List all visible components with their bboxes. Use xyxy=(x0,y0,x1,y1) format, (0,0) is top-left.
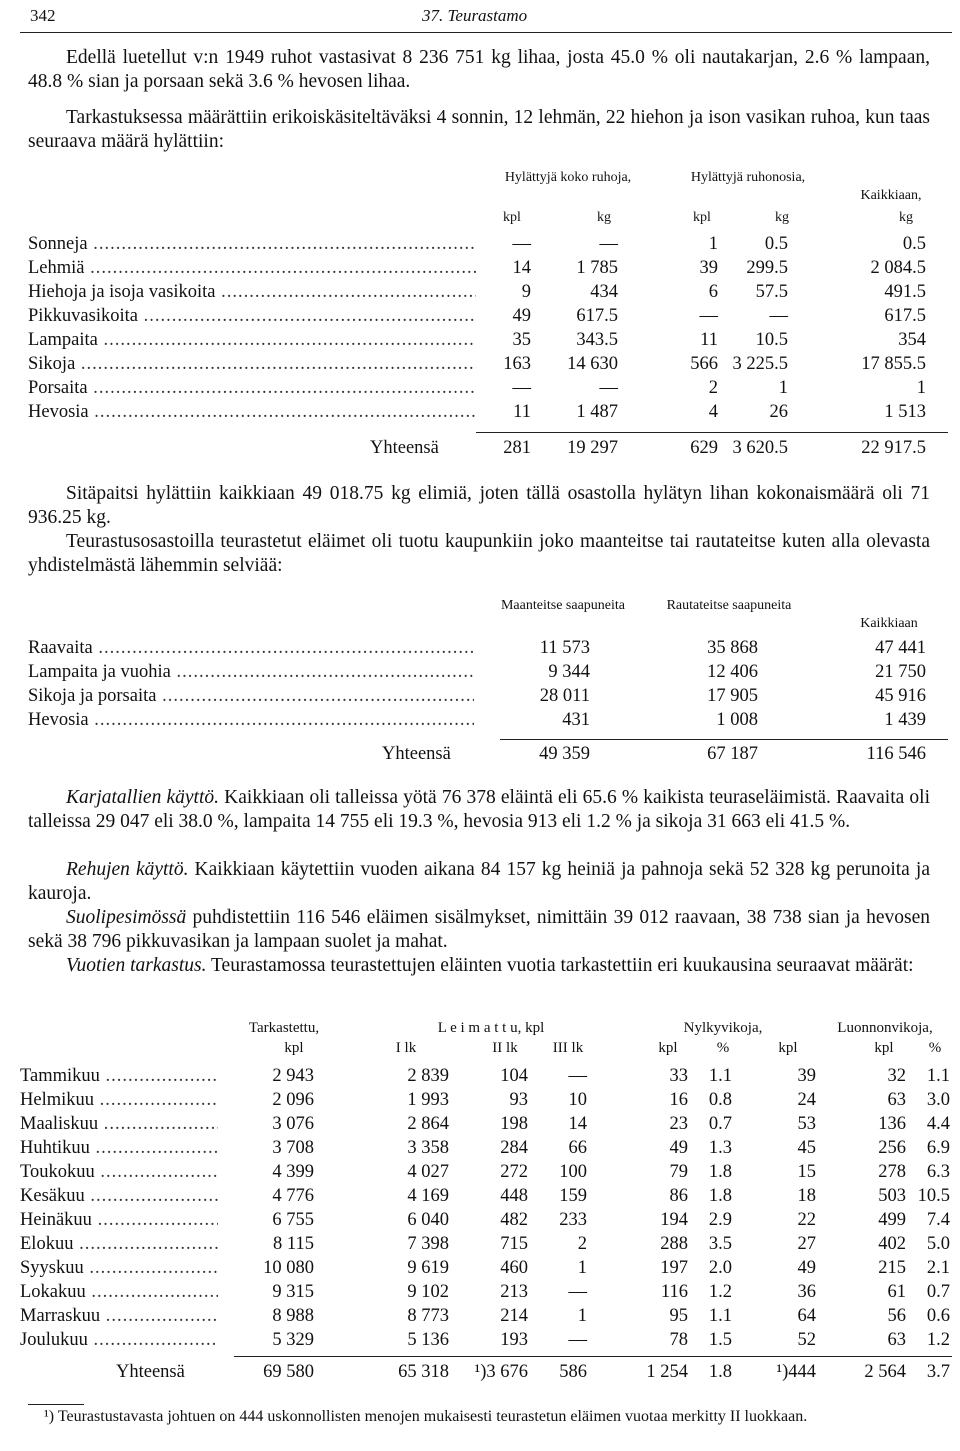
cell: 4 169 xyxy=(407,1186,449,1206)
cell: 9 xyxy=(521,282,531,302)
cell: 1 xyxy=(708,234,718,254)
header-class-3: III lk xyxy=(552,1040,584,1056)
section-hides xyxy=(28,954,930,978)
cell: 18 xyxy=(797,1186,816,1206)
cell: 198 xyxy=(500,1114,528,1134)
section-text: puhdistettiin 116 546 eläimen sisälmykset, nimittäin 39 012 raavaan, 38 738 sian ja hevosen sekä 38 796 pikkuvasikan ja lampaan suolet ja mahat. xyxy=(28,907,930,952)
cell: 53 xyxy=(797,1114,816,1134)
intro-paragraph-2: Tarkastuksessa määrättiin erikoiskäsiteltäväksi 4 sonnin, 12 lehmän, 22 hiehon ja ison vasikan ruhoa, kun taas seuraava määrä hylättiin: xyxy=(28,107,930,152)
row-label: Raavaita ..... xyxy=(28,636,474,660)
cell: 402 xyxy=(878,1234,906,1254)
cell: 159 xyxy=(559,1186,587,1206)
cell: 14 630 xyxy=(567,354,618,374)
cell: 1 254 xyxy=(646,1362,688,1382)
cell: 215 xyxy=(878,1258,906,1278)
middle-paragraph-1: Sitäpaitsi hylättiin kaikkiaan 49 018.75 kg elimiä, joten tällä osastolla hylätyn lihan kokonaismäärä oli 71 936.25 kg. xyxy=(28,483,930,528)
cell: 6.9 xyxy=(926,1138,950,1158)
cell: 7.4 xyxy=(926,1210,950,1230)
arrival-table xyxy=(28,596,948,776)
row-label: Sonneja ..... xyxy=(28,232,476,256)
cell: 233 xyxy=(559,1210,587,1230)
cell: 1.8 xyxy=(708,1362,732,1382)
table-row xyxy=(28,684,948,708)
row-label: Sikoja ..... xyxy=(28,352,476,376)
row-label: Helmikuu ..... xyxy=(20,1088,218,1112)
cell: 26 xyxy=(769,402,788,422)
cell: 61 xyxy=(887,1282,906,1302)
row-label: Sikoja ja porsaita ..... xyxy=(28,684,474,708)
cell: 9 344 xyxy=(548,662,590,682)
header-kpl: kpl xyxy=(658,1040,678,1056)
cell: 49 359 xyxy=(539,744,590,764)
cell: 11 xyxy=(513,402,531,422)
cell: 3.5 xyxy=(708,1234,732,1254)
cell: 1.5 xyxy=(708,1330,732,1350)
cell: 24 xyxy=(797,1090,816,1110)
cell: 6 xyxy=(708,282,718,302)
total-row xyxy=(28,436,948,460)
cell: 5 136 xyxy=(407,1330,449,1350)
cell: 2 096 xyxy=(272,1090,314,1110)
cell: 8 115 xyxy=(273,1234,314,1254)
cell: 1.1 xyxy=(708,1306,732,1326)
cell: 299.5 xyxy=(746,258,788,278)
table-row xyxy=(20,1064,952,1088)
cell: — xyxy=(568,1282,587,1302)
row-label: Heinäkuu ..... xyxy=(20,1208,218,1232)
cell: 65 318 xyxy=(398,1362,449,1382)
table-row xyxy=(20,1160,952,1184)
header-kpl: kpl xyxy=(693,210,711,225)
cell: 16 xyxy=(669,1090,688,1110)
footnote-rule xyxy=(28,1404,84,1405)
header-natural-defects: Luonnonvikoja, xyxy=(837,1020,933,1036)
cell: 3 076 xyxy=(272,1114,314,1134)
cell: — xyxy=(568,1066,587,1086)
cell: 1.1 xyxy=(926,1066,950,1086)
cell: 9 102 xyxy=(407,1282,449,1302)
table-row xyxy=(20,1256,952,1280)
cell: 194 xyxy=(660,1210,688,1230)
section-text: Kaikkiaan oli talleissa yötä 76 378 eläintä eli 65.6 % kaikista teuraseläimistä. Raavaita oli talleissa 29 047 eli 38.0 %, lampaita 14 755 eli 19.3 %, hevosia 913 eli 1.2 % ja sikoja 31 663 eli 41.5 %. xyxy=(28,787,931,832)
cell: 1.3 xyxy=(708,1138,732,1158)
cell: 35 868 xyxy=(707,638,758,658)
cell: 23 xyxy=(669,1114,688,1134)
cell: 503 xyxy=(878,1186,906,1206)
section-stables xyxy=(28,786,930,834)
hide-inspection-table xyxy=(20,1018,952,1398)
total-label: Yhteensä xyxy=(382,744,451,764)
cell: 78 xyxy=(669,1330,688,1350)
row-label: Lampaita ja vuohia ..... xyxy=(28,660,474,684)
table-row xyxy=(20,1208,952,1232)
cell: 256 xyxy=(878,1138,906,1158)
row-label: Lampaita ..... xyxy=(28,328,476,352)
cell: 5 329 xyxy=(272,1330,314,1350)
cell: 2.9 xyxy=(708,1210,732,1230)
table-row xyxy=(20,1280,952,1304)
cell: 4 399 xyxy=(272,1162,314,1182)
cell: 1.2 xyxy=(708,1282,732,1302)
cell: 63 xyxy=(887,1330,906,1350)
cell: 1 487 xyxy=(576,402,618,422)
cell: 288 xyxy=(660,1234,688,1254)
cell: 22 917.5 xyxy=(861,438,926,458)
row-label: Hevosia ..... xyxy=(28,400,476,424)
cell: — xyxy=(699,306,718,326)
header-carcass-parts: Hylättyjä ruhonosia, xyxy=(690,170,806,185)
cell: 2.0 xyxy=(708,1258,732,1278)
cell: 8 773 xyxy=(407,1306,449,1326)
cell: 281 xyxy=(503,438,531,458)
cell: 49 xyxy=(669,1138,688,1158)
cell: 3 358 xyxy=(407,1138,449,1158)
cell: 0.7 xyxy=(708,1114,732,1134)
cell: 617.5 xyxy=(576,306,618,326)
cell: 33 xyxy=(669,1066,688,1086)
header-kg: kg xyxy=(899,210,913,225)
cell: 15 xyxy=(797,1162,816,1182)
total-row xyxy=(20,1360,952,1384)
cell: 64 xyxy=(797,1306,816,1326)
cell: 45 916 xyxy=(875,686,926,706)
cell: 6 755 xyxy=(272,1210,314,1230)
cell: 343.5 xyxy=(576,330,618,350)
cell: 12 406 xyxy=(707,662,758,682)
cell: 193 xyxy=(500,1330,528,1350)
cell: 715 xyxy=(500,1234,528,1254)
cell: 2.1 xyxy=(926,1258,950,1278)
cell: 460 xyxy=(500,1258,528,1278)
header-kg: kg xyxy=(775,210,789,225)
cell: 3 620.5 xyxy=(732,438,788,458)
header-kpl: kpl xyxy=(284,1040,304,1056)
cell: 66 xyxy=(568,1138,587,1158)
cell: 79 xyxy=(669,1162,688,1182)
cell: — xyxy=(599,234,618,254)
table-row xyxy=(20,1088,952,1112)
cell: 2 943 xyxy=(272,1066,314,1086)
running-title: 37. Teurastamo xyxy=(422,6,528,25)
table-row xyxy=(20,1304,952,1328)
cell: 1.1 xyxy=(708,1066,732,1086)
cell: 27 xyxy=(797,1234,816,1254)
cell: 39 xyxy=(797,1066,816,1086)
table-row xyxy=(28,376,948,400)
cell: 1.2 xyxy=(926,1330,950,1350)
row-label: Porsaita ..... xyxy=(28,376,476,400)
cell: 4 027 xyxy=(407,1162,449,1182)
row-label: Hevosia ..... xyxy=(28,708,474,732)
cell: 2 864 xyxy=(407,1114,449,1134)
cell: 116 546 xyxy=(866,744,926,764)
cell: ¹)444 xyxy=(776,1362,816,1382)
cell: 586 xyxy=(559,1362,587,1382)
cell: 197 xyxy=(660,1258,688,1278)
cell: 56 xyxy=(887,1306,906,1326)
table-row xyxy=(28,636,948,660)
cell: 1 513 xyxy=(884,402,926,422)
cell: 1.8 xyxy=(708,1162,732,1182)
section-text: Teurastamossa teurastettujen eläinten vuotia tarkastettiin eri kuukausina seuraavat määrät: xyxy=(206,955,914,976)
total-label: Yhteensä xyxy=(116,1362,185,1382)
cell: 36 xyxy=(797,1282,816,1302)
cell: 52 xyxy=(797,1330,816,1350)
header-percent: % xyxy=(716,1040,730,1056)
cell: — xyxy=(599,378,618,398)
cell: 9 619 xyxy=(407,1258,449,1278)
cell: 47 441 xyxy=(875,638,926,658)
table-row xyxy=(20,1232,952,1256)
cell: 21 750 xyxy=(875,662,926,682)
header-kpl: kpl xyxy=(503,210,521,225)
header-stamped: L e i m a t t u, kpl xyxy=(437,1020,545,1036)
row-label: Toukokuu ..... xyxy=(20,1160,218,1184)
header-class-1: I lk xyxy=(395,1040,417,1056)
cell: 4.4 xyxy=(926,1114,950,1134)
cell: 0.6 xyxy=(926,1306,950,1326)
cell: 1 785 xyxy=(576,258,618,278)
total-rule xyxy=(476,432,948,433)
cell: 617.5 xyxy=(884,306,926,326)
cell: 163 xyxy=(503,354,531,374)
cell: 434 xyxy=(590,282,618,302)
table-row xyxy=(28,660,948,684)
header-kg: kg xyxy=(597,210,611,225)
cell: 566 xyxy=(690,354,718,374)
header-inspected: Tarkastettu, xyxy=(248,1020,320,1036)
header-kpl: kpl xyxy=(778,1040,798,1056)
header-total-kg: Kaikkiaan, xyxy=(860,188,922,203)
section-intestines xyxy=(28,906,930,954)
row-label: Syyskuu ..... xyxy=(20,1256,218,1280)
row-label: Lehmiä ..... xyxy=(28,256,476,280)
cell: 2 839 xyxy=(407,1066,449,1086)
page-header xyxy=(30,2,940,28)
footnote: ¹) Teurastustavasta johtuen on 444 uskonnollisten menojen mukaisesti teurastetun eläimen vuotaa merkitty II luokkaan. xyxy=(44,1408,808,1425)
section-heading: Rehujen käyttö. xyxy=(66,859,189,880)
cell: 14 xyxy=(512,258,531,278)
cell: 491.5 xyxy=(884,282,926,302)
cell: 95 xyxy=(669,1306,688,1326)
table-row xyxy=(28,328,948,352)
table-row xyxy=(20,1136,952,1160)
cell: 11 573 xyxy=(539,638,590,658)
cell: 63 xyxy=(887,1090,906,1110)
cell: 278 xyxy=(878,1162,906,1182)
cell: 272 xyxy=(500,1162,528,1182)
table-row xyxy=(28,708,948,732)
cell: 448 xyxy=(500,1186,528,1206)
cell: 136 xyxy=(878,1114,906,1134)
table-row xyxy=(28,352,948,376)
cell: ¹)3 676 xyxy=(474,1362,528,1382)
cell: 116 xyxy=(660,1282,688,1302)
rejected-meat-table xyxy=(28,170,948,470)
cell: 2 xyxy=(577,1234,587,1254)
cell: — xyxy=(769,306,788,326)
cell: 45 xyxy=(797,1138,816,1158)
table-row xyxy=(28,400,948,424)
row-label: Pikkuvasikoita ..... xyxy=(28,304,476,328)
total-rule xyxy=(234,1356,952,1357)
total-rule xyxy=(500,739,948,740)
cell: 3.0 xyxy=(926,1090,950,1110)
cell: 3 225.5 xyxy=(732,354,788,374)
cell: 93 xyxy=(509,1090,528,1110)
cell: 49 xyxy=(797,1258,816,1278)
cell: 354 xyxy=(898,330,926,350)
header-by-road: Maanteitse saapuneita xyxy=(500,598,625,613)
cell: 2 084.5 xyxy=(870,258,926,278)
cell: 22 xyxy=(797,1210,816,1230)
table-row xyxy=(28,256,948,280)
row-label: Elokuu ..... xyxy=(20,1232,218,1256)
header-total: Kaikkiaan xyxy=(860,616,918,631)
cell: 1 xyxy=(577,1306,587,1326)
cell: 10 xyxy=(568,1090,587,1110)
cell: 9 315 xyxy=(272,1282,314,1302)
section-heading: Vuotien tarkastus. xyxy=(66,955,207,976)
cell: 0.7 xyxy=(926,1282,950,1302)
cell: 86 xyxy=(669,1186,688,1206)
row-label: Huhtikuu ..... xyxy=(20,1136,218,1160)
cell: 629 xyxy=(690,438,718,458)
table-row xyxy=(28,232,948,256)
section-feed xyxy=(28,858,930,906)
cell: 35 xyxy=(512,330,531,350)
cell: 69 580 xyxy=(263,1362,314,1382)
intro-paragraph-1: Edellä luetellut v:n 1949 ruhot vastasivat 8 236 751 kg lihaa, josta 45.0 % oli nautakarjan, 2.6 % lampaan, 48.8 % sian ja porsaan sekä 3.6 % hevosen lihaa. xyxy=(28,47,930,92)
page-number: 342 xyxy=(30,6,56,25)
cell: 49 xyxy=(512,306,531,326)
cell: — xyxy=(568,1330,587,1350)
cell: 0.5 xyxy=(902,234,926,254)
cell: 284 xyxy=(500,1138,528,1158)
cell: 4 776 xyxy=(272,1186,314,1206)
cell: 28 011 xyxy=(539,686,590,706)
section-text: Kaikkiaan käytettiin vuoden aikana 84 157 kg heiniä ja pahnoja sekä 52 328 kg perunoita ja kauroja. xyxy=(28,859,930,904)
cell: 32 xyxy=(887,1066,906,1086)
cell: 2 xyxy=(708,378,718,398)
section-heading: Suolipesimössä xyxy=(66,907,187,928)
header-rule xyxy=(20,32,952,33)
cell: 1 xyxy=(916,378,926,398)
row-label: Lokakuu ..... xyxy=(20,1280,218,1304)
cell: 1 008 xyxy=(716,710,758,730)
cell: 0.8 xyxy=(708,1090,732,1110)
header-flaying-defects: Nylkyvikoja, xyxy=(683,1020,763,1036)
cell: 1 439 xyxy=(884,710,926,730)
header-by-rail: Rautateitse saapuneita xyxy=(666,598,792,613)
header-kpl: kpl xyxy=(874,1040,894,1056)
cell: 3.7 xyxy=(926,1362,950,1382)
cell: 39 xyxy=(699,258,718,278)
header-percent: % xyxy=(928,1040,942,1056)
cell: 17 855.5 xyxy=(861,354,926,374)
cell: 8 988 xyxy=(272,1306,314,1326)
total-label: Yhteensä xyxy=(370,438,439,458)
cell: 5.0 xyxy=(926,1234,950,1254)
row-label: Kesäkuu ..... xyxy=(20,1184,218,1208)
cell: 1 993 xyxy=(407,1090,449,1110)
middle-paragraph-2: Teurastusosastoilla teurastetut eläimet oli tuotu kaupunkiin joko maanteitse tai rautateitse kuten alla olevasta yhdistelmästä lähemmin selviää: xyxy=(28,531,930,576)
cell: — xyxy=(512,378,531,398)
cell: 7 398 xyxy=(407,1234,449,1254)
row-label: Joulukuu ..... xyxy=(20,1328,218,1352)
cell: 3 708 xyxy=(272,1138,314,1158)
cell: — xyxy=(512,234,531,254)
cell: 104 xyxy=(500,1066,528,1086)
section-heading: Karjatallien käyttö. xyxy=(66,787,220,808)
row-label: Tammikuu ..... xyxy=(20,1064,218,1088)
table-row xyxy=(20,1328,952,1352)
cell: 0.5 xyxy=(764,234,788,254)
cell: 482 xyxy=(500,1210,528,1230)
cell: 10.5 xyxy=(917,1186,950,1206)
cell: 10 080 xyxy=(263,1258,314,1278)
header-whole-carcasses: Hylättyjä koko ruhoja, xyxy=(504,170,632,185)
cell: 431 xyxy=(562,710,590,730)
table-row xyxy=(28,304,948,328)
cell: 6.3 xyxy=(926,1162,950,1182)
cell: 11 xyxy=(700,330,718,350)
cell: 10.5 xyxy=(755,330,788,350)
cell: 67 187 xyxy=(707,744,758,764)
cell: 4 xyxy=(708,402,718,422)
table-row xyxy=(20,1112,952,1136)
cell: 214 xyxy=(500,1306,528,1326)
cell: 6 040 xyxy=(407,1210,449,1230)
cell: 57.5 xyxy=(755,282,788,302)
cell: 499 xyxy=(878,1210,906,1230)
cell: 17 905 xyxy=(707,686,758,706)
cell: 1.8 xyxy=(708,1186,732,1206)
cell: 100 xyxy=(559,1162,587,1182)
row-label: Hiehoja ja isoja vasikoita ..... xyxy=(28,280,476,304)
table-row xyxy=(20,1184,952,1208)
header-class-2: II lk xyxy=(492,1040,518,1056)
cell: 1 xyxy=(577,1258,587,1278)
cell: 19 297 xyxy=(567,438,618,458)
row-label: Maaliskuu ..... xyxy=(20,1112,218,1136)
cell: 14 xyxy=(568,1114,587,1134)
cell: 213 xyxy=(500,1282,528,1302)
cell: 1 xyxy=(778,378,788,398)
row-label: Marraskuu ..... xyxy=(20,1304,218,1328)
cell: 2 564 xyxy=(864,1362,906,1382)
total-row xyxy=(28,742,948,766)
table-row xyxy=(28,280,948,304)
